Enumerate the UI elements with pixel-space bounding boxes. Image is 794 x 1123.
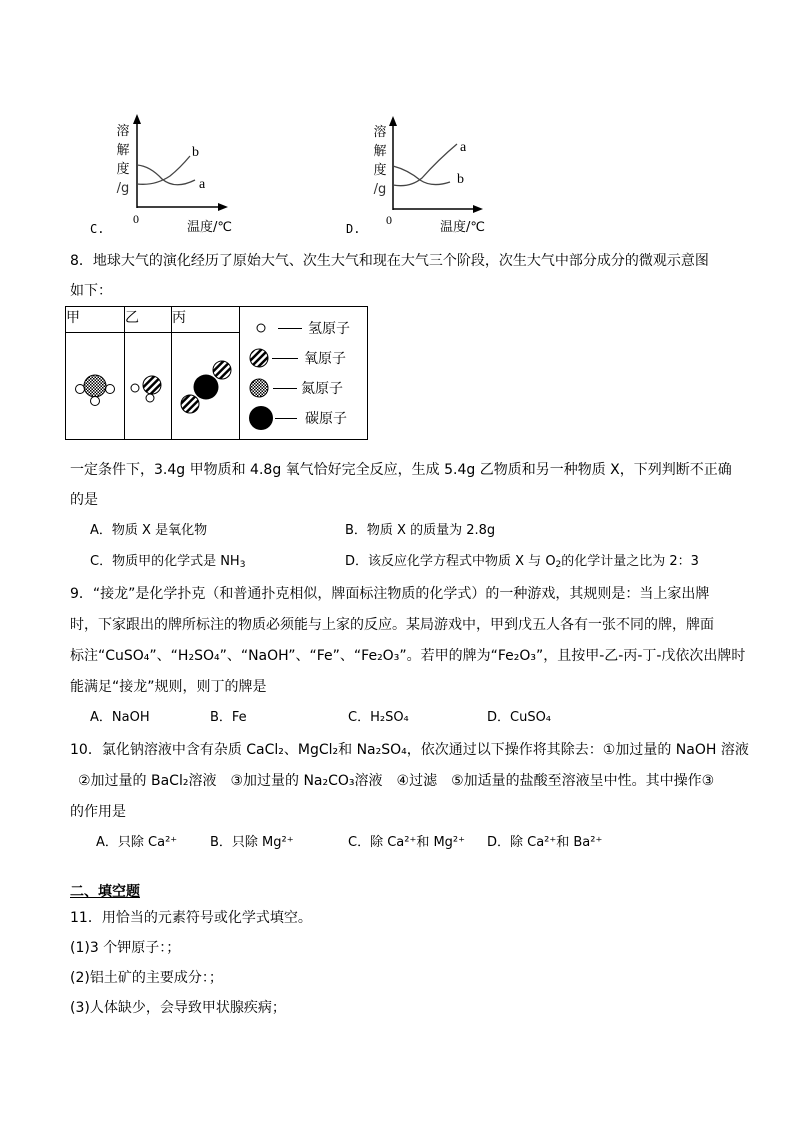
y-label-char: 溶: [373, 125, 387, 140]
q10-line3: 的作用是: [70, 804, 126, 820]
y-axis-label: [115, 122, 131, 198]
carbon-atom-icon: [248, 405, 274, 431]
legend-carbon: [248, 403, 363, 433]
legend-nitrogen: [248, 373, 363, 403]
q9-line4: 能满足“接龙”规则，则丁的牌是: [70, 679, 267, 695]
header-bing: 丙: [172, 307, 240, 333]
q9-line2: 时，下家跟出的牌所标注的物质必须能与上家的反应。某局游戏中，甲到戊五人各有一张不同的牌，牌面: [70, 617, 714, 633]
curve-label-b: b: [457, 172, 464, 187]
q8-condition-line1: 一定条件下，3.4g 甲物质和 4.8g 氧气恰好完全反应，生成 5.4g 乙物质和另一种物质 X，下列判断不正确: [70, 462, 732, 478]
solubility-curve-chart-d: [340, 110, 520, 240]
q10-option-d[interactable]: D．除 Ca²⁺和 Ba²⁺: [487, 835, 603, 850]
ammonia-molecule-icon: [66, 333, 124, 433]
y-label-char: 溶: [116, 124, 130, 139]
origin-label: 0: [133, 212, 139, 226]
curve-label-a: a: [460, 140, 467, 155]
legend-label: 氢原子: [308, 321, 350, 337]
molecule-diagram-table: [65, 306, 368, 440]
subscript: 3: [239, 560, 246, 570]
q11-item-2: (2)铝土矿的主要成分：；: [70, 970, 223, 986]
q8-option-d[interactable]: [345, 552, 699, 575]
q8-stem-line2: 如下：: [70, 283, 112, 299]
option-text: C．物质甲的化学式是 NH: [90, 554, 240, 569]
molecule-bing-cell: [172, 332, 240, 439]
option-label: D.: [346, 222, 361, 236]
q9-option-d[interactable]: D．CuSO₄: [487, 710, 552, 725]
y-label-char: 解: [116, 143, 130, 158]
origin-label: 0: [386, 213, 392, 227]
water-molecule-icon: [125, 333, 171, 433]
carbon-dioxide-molecule-icon: [172, 333, 239, 433]
section-title-fill-in-blank: 二、填空题: [70, 884, 140, 900]
q10-option-b[interactable]: B．只除 Mg²⁺: [210, 835, 294, 850]
option-label: C.: [90, 222, 105, 236]
molecule-yi-cell: [125, 332, 172, 439]
header-yi: 乙: [125, 307, 172, 333]
y-label-char: 度: [116, 162, 130, 177]
y-label-unit: /g: [373, 182, 387, 197]
curve-label-b: b: [192, 145, 199, 160]
q10-line1: 10．氯化钠溶液中含有杂质 CaCl₂、MgCl₂和 Na₂SO₄，依次通过以下操作将其除去：①加过量的 NaOH 溶液: [70, 742, 749, 758]
legend-label: 氧原子: [304, 351, 346, 367]
graph-option-d: [340, 110, 520, 240]
header-jia: 甲: [66, 307, 125, 333]
q9-line1: 9．“接龙”是化学扑克（和普通扑克相似，牌面标注物质的化学式）的一种游戏，其规则是：当上家出牌: [70, 586, 710, 602]
solubility-curve-chart-c: [80, 110, 260, 240]
nitrogen-atom-icon: [248, 377, 270, 399]
legend-oxygen: [248, 343, 363, 373]
q8-option-c[interactable]: [90, 552, 245, 575]
q9-option-b[interactable]: B．Fe: [210, 710, 247, 725]
atom-legend: [240, 307, 368, 440]
q9-option-c[interactable]: C．H₂SO₄: [348, 710, 409, 725]
y-label-unit: /g: [116, 181, 130, 196]
x-axis-label: 温度/℃: [440, 220, 485, 235]
y-axis-label: [372, 123, 388, 199]
x-axis-label: 温度/℃: [187, 220, 232, 235]
q10-line2: ②加过量的 BaCl₂溶液 ③加过量的 Na₂CO₃溶液 ④过滤 ⑤加适量的盐酸至溶液呈中性。其中操作③: [78, 773, 715, 789]
q10-option-c[interactable]: C．除 Ca²⁺和 Mg²⁺: [348, 835, 466, 850]
q9-line3: 标注“CuSO₄”、“H₂SO₄”、“NaOH”、“Fe”、“Fe₂O₃”。若甲的牌为“Fe₂O₃”，且按甲-乙-丙-丁-戊依次出牌时: [70, 648, 746, 664]
q11-item-3: (3)人体缺少，会导致甲状腺疾病；: [70, 1000, 286, 1016]
q11-item-1: (1)3 个钾原子：；: [70, 940, 181, 956]
y-label-char: 度: [373, 163, 387, 178]
graph-option-c: [80, 110, 260, 240]
option-text: 的化学计量之比为 2：3: [561, 554, 699, 569]
legend-label: 碳原子: [305, 411, 347, 427]
molecule-jia-cell: [66, 332, 125, 439]
hydrogen-atom-icon: [248, 317, 274, 339]
q8-option-a[interactable]: A．物质 X 是氧化物: [90, 523, 208, 538]
q11-stem: 11．用恰当的元素符号或化学式填空。: [70, 910, 312, 926]
legend-hydrogen: [248, 313, 363, 343]
q8-stem-line1: 8．地球大气的演化经历了原始大气、次生大气和现在大气三个阶段，次生大气中部分成分的微观示意图: [70, 253, 709, 269]
subscript: 2: [555, 560, 562, 570]
q8-option-b[interactable]: B．物质 X 的质量为 2.8g: [345, 523, 496, 538]
q8-condition-line2: 的是: [70, 492, 98, 508]
q9-option-a[interactable]: A．NaOH: [90, 710, 150, 725]
oxygen-atom-icon: [248, 347, 270, 369]
option-text: D．该反应化学方程式中物质 X 与 O: [345, 554, 556, 569]
legend-label: 氮原子: [301, 381, 343, 397]
q10-option-a[interactable]: A．只除 Ca²⁺: [96, 835, 178, 850]
curve-label-a: a: [199, 177, 206, 192]
y-label-char: 解: [373, 144, 387, 159]
